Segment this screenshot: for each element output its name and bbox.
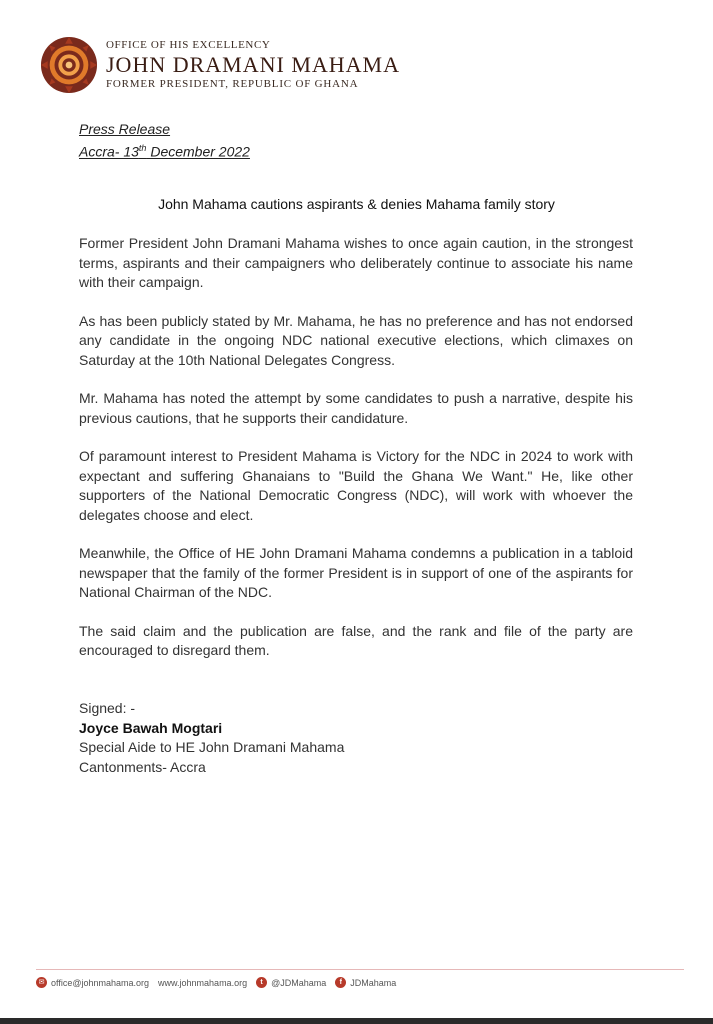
- date-prefix: Accra- 13: [79, 143, 139, 160]
- letterhead: [40, 36, 400, 94]
- footer-twitter-text: @JDMahama: [271, 977, 327, 988]
- footer-facebook[interactable]: [335, 977, 396, 988]
- signed-label: Signed: -: [79, 700, 136, 716]
- signatory-title: Special Aide to HE John Dramani Mahama: [79, 739, 345, 755]
- facebook-icon: f: [335, 977, 346, 988]
- headline: John Mahama cautions aspirants & denies Mahama family story: [158, 196, 555, 212]
- paragraph: Meanwhile, the Office of HE John Dramani Mahama condemns a publication in a tabloid newspaper that the family of the former President is in support of one of the aspirants for National Chairman of the NDC.: [79, 545, 633, 600]
- footer-website-text: www.johnmahama.org: [158, 977, 248, 988]
- footer-email[interactable]: [36, 977, 149, 988]
- footer-twitter[interactable]: [256, 977, 326, 988]
- press-release-label: Press Release: [79, 121, 171, 137]
- letterhead-office-line: OFFICE OF HIS EXCELLENCY: [106, 39, 271, 51]
- footer-website[interactable]: [158, 978, 247, 988]
- footer-email-text: office@johnmahama.org: [51, 977, 150, 988]
- date-suffix: th: [138, 143, 147, 153]
- letterhead-name: JOHN DRAMANI MAHAMA: [106, 52, 401, 77]
- seal-logo-icon: [40, 36, 98, 94]
- paragraph: Mr. Mahama has noted the attempt by some candidates to push a narrative, despite his previous cautions, that he supports their candidature.: [79, 390, 633, 426]
- paragraph: The said claim and the publication are false, and the rank and file of the party are encouraged to disregard them.: [79, 622, 633, 658]
- signatory-name: Joyce Bawah Mogtari: [79, 719, 223, 736]
- footer-divider: [36, 969, 684, 970]
- paragraph: Former President John Dramani Mahama wishes to once again caution, in the strongest terms, aspirants and their campaigners who deliberately continue to associate his name with their campaign.: [79, 235, 633, 290]
- paragraph: Of paramount interest to President Mahama is Victory for the NDC in 2024 to work with expectant and suffering Ghanaians to "Build the Ghana We Want." He, like other supporters of the National Democratic Congress (NDC), will work with whoever the delegates choose and elect.: [79, 448, 633, 523]
- letterhead-title-line: FORMER PRESIDENT, REPUBLIC OF GHANA: [106, 78, 359, 90]
- signatory-location: Cantonments- Accra: [79, 758, 206, 775]
- bottom-edge: [0, 1018, 713, 1024]
- release-date: [79, 139, 250, 162]
- signature-block: [79, 699, 344, 777]
- body-text: [79, 234, 633, 680]
- paragraph: As has been publicly stated by Mr. Mahama, he has no preference and has not endorsed any candidate in the ongoing NDC national executive elections, which climaxes on Saturday at the 10th National Delegates Congress.: [79, 312, 633, 368]
- footer: [36, 977, 405, 988]
- date-rest: December 2022: [146, 143, 250, 160]
- email-icon: ✉: [36, 977, 47, 988]
- twitter-icon: t: [256, 977, 267, 988]
- footer-facebook-text: JDMahama: [350, 977, 397, 988]
